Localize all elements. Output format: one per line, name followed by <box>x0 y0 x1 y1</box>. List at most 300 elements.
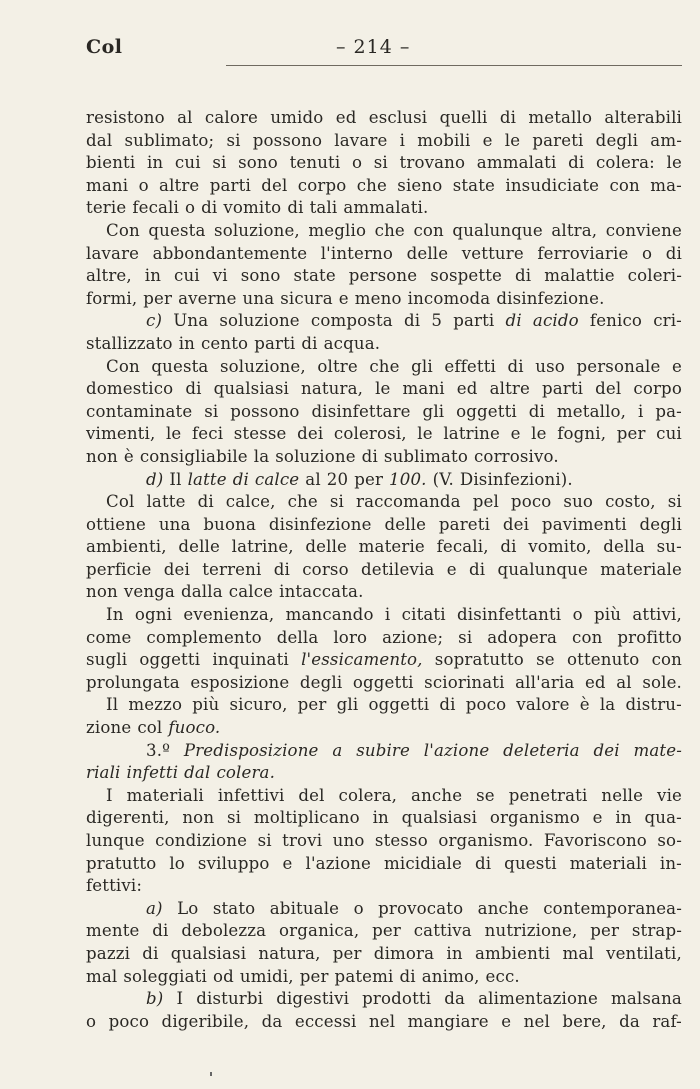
word: azione; <box>382 627 444 647</box>
word: fogni, <box>557 424 607 444</box>
word: corrosivo. <box>473 446 559 466</box>
word: mangiare <box>407 1011 489 1031</box>
word: possono <box>230 401 300 421</box>
word: tenuti <box>289 153 341 173</box>
word: per <box>297 695 327 715</box>
word: in <box>615 808 632 828</box>
word: fettivi: <box>86 876 143 896</box>
text-line <box>86 627 682 650</box>
header-rule <box>226 65 682 66</box>
word: ottenuto <box>566 650 640 670</box>
word: sugli <box>86 650 128 670</box>
word: strap- <box>631 921 682 941</box>
word: uno <box>332 831 365 850</box>
word: gli <box>411 356 433 376</box>
word: soluzione, <box>220 356 306 376</box>
word: effetti <box>444 356 496 376</box>
word: malattie <box>544 266 615 286</box>
word: parti <box>541 379 584 399</box>
word: I <box>176 989 184 1009</box>
word: averne <box>178 288 237 308</box>
text-line <box>86 966 682 989</box>
text-line <box>86 717 682 740</box>
text-line <box>86 310 682 333</box>
word: sono <box>238 153 278 173</box>
word: per <box>332 943 362 963</box>
word: insudiciate <box>505 175 600 195</box>
word: della <box>276 627 319 647</box>
word: la <box>253 446 270 466</box>
word: vomito <box>223 198 282 218</box>
word: citati <box>401 605 446 625</box>
word: mate- <box>633 740 682 760</box>
word: deleteria <box>503 740 580 760</box>
word: condizione <box>155 831 248 850</box>
word: cui <box>656 424 682 444</box>
word: lavare <box>334 130 388 150</box>
word: da <box>619 1011 640 1031</box>
word: i <box>637 401 644 421</box>
word: soluzione <box>275 446 356 466</box>
word: inquinati <box>212 650 289 670</box>
word: disinfettare <box>311 401 411 421</box>
word: o <box>184 198 196 218</box>
word: dei <box>502 514 530 534</box>
word: persone <box>348 266 418 286</box>
text-line <box>86 333 682 356</box>
word: i <box>399 130 406 150</box>
word: altre <box>159 175 200 195</box>
word: attivi, <box>632 605 682 625</box>
word: su- <box>656 537 682 557</box>
text-line <box>86 197 682 220</box>
word: e <box>671 356 682 376</box>
word: corpo <box>633 379 682 399</box>
text-line <box>86 469 682 492</box>
word: oggetti <box>368 695 430 715</box>
word: quelli <box>439 108 488 127</box>
word: raf- <box>652 1011 682 1031</box>
word: delle <box>384 514 427 534</box>
word: formi, <box>86 288 138 308</box>
word: e <box>510 424 521 444</box>
word: Predisposizione <box>183 740 319 760</box>
text-line <box>86 559 682 582</box>
word: non <box>86 446 118 466</box>
word: Il <box>169 469 182 489</box>
word: sole. <box>642 672 682 692</box>
text-line <box>86 175 682 198</box>
word: anche <box>477 898 529 918</box>
word: se <box>476 785 495 805</box>
word: l'interno <box>320 243 394 263</box>
word: dal <box>86 130 113 150</box>
word: metallo <box>528 108 593 127</box>
word: ambienti <box>474 943 551 963</box>
word: delle <box>406 243 449 263</box>
word: mani <box>86 175 129 195</box>
word: di <box>361 446 378 466</box>
word: delle <box>178 537 220 557</box>
word: stato <box>212 898 256 918</box>
word: le <box>504 130 521 150</box>
word: di <box>499 108 517 127</box>
word: gli <box>422 401 445 421</box>
text-line <box>86 514 682 537</box>
text-line <box>86 288 682 311</box>
word: 100. <box>389 469 427 489</box>
word: organica, <box>279 921 360 941</box>
word: trovano <box>399 153 466 173</box>
word: per <box>590 921 620 941</box>
word: degli <box>299 672 343 692</box>
word: materie <box>358 537 425 557</box>
word: sono <box>240 266 281 286</box>
word: 5 <box>431 311 443 331</box>
word: alimentazione <box>478 989 598 1009</box>
word: di <box>514 266 532 286</box>
word: calce, <box>225 492 276 512</box>
word: pazzi <box>86 943 131 963</box>
word: vie <box>657 785 682 805</box>
text-line <box>86 152 682 175</box>
text-line <box>86 491 682 514</box>
text-line <box>86 423 682 446</box>
text-line <box>86 740 682 763</box>
text-line <box>86 604 682 627</box>
word: lunque <box>86 831 145 850</box>
text-line <box>86 853 682 876</box>
word: le <box>165 424 182 444</box>
word: qualunque <box>497 559 588 579</box>
word: si <box>329 492 344 512</box>
word: sublimato; <box>124 130 215 150</box>
word: in <box>146 153 164 173</box>
text-line <box>86 401 682 424</box>
word: ed <box>456 379 478 399</box>
word: di <box>474 853 492 873</box>
word: state <box>452 175 496 195</box>
word: dal <box>184 763 211 783</box>
text-line <box>86 107 682 130</box>
word: am- <box>650 130 682 150</box>
text-line <box>86 220 682 243</box>
word: una <box>242 288 275 308</box>
word: perficie <box>86 559 152 579</box>
word: vomito, <box>528 537 592 557</box>
word: qualsiasi <box>213 379 289 399</box>
word: di <box>273 559 290 579</box>
word: debolezza <box>181 921 267 941</box>
text-line <box>86 830 682 853</box>
word: per <box>616 424 646 444</box>
word: in <box>446 943 463 963</box>
word: cattiva <box>413 921 472 941</box>
word: latrine <box>443 424 500 444</box>
text-line <box>86 943 682 966</box>
word: altre <box>489 379 530 399</box>
word: con <box>609 175 640 195</box>
word: ammalati <box>476 153 557 173</box>
word: oggetti <box>139 650 201 670</box>
word: acqua. <box>323 333 381 353</box>
word: nel <box>368 1011 396 1031</box>
word: cui <box>174 153 201 173</box>
word: bere, <box>562 1011 607 1031</box>
word: venga <box>123 582 175 602</box>
word: detilevia <box>361 559 435 579</box>
word: terie <box>86 198 127 218</box>
word: delle <box>305 537 348 557</box>
word: loro <box>333 627 368 647</box>
word: animo, <box>421 966 480 986</box>
word: di <box>507 356 524 376</box>
word: contaminate <box>86 401 193 421</box>
text-line <box>86 672 682 695</box>
word: con <box>572 627 603 647</box>
word: le <box>417 424 433 444</box>
word: ed <box>335 108 357 127</box>
word: eccessi <box>294 1011 357 1031</box>
word: di <box>403 311 421 331</box>
word: le <box>375 379 391 399</box>
word: digerenti, <box>86 808 170 828</box>
text-line <box>86 920 682 943</box>
word: composta <box>310 311 393 331</box>
word: ogni <box>134 605 173 625</box>
word: conviene <box>605 220 682 240</box>
word: Col <box>106 492 135 512</box>
word: latrine, <box>231 537 294 557</box>
word: e <box>592 808 603 828</box>
word: sopratutto <box>434 650 524 670</box>
word: penetrati <box>508 785 588 805</box>
word: micidiale <box>384 853 462 873</box>
word: che <box>287 492 318 512</box>
word: moltiplicano <box>253 808 360 828</box>
word: profitto <box>617 627 682 647</box>
word: o <box>642 243 653 263</box>
word: acido <box>532 311 579 331</box>
word: sicuro, <box>229 695 288 715</box>
word: si <box>226 130 241 150</box>
word: colera: <box>595 153 655 173</box>
word: riali <box>86 763 121 783</box>
word: uso <box>535 356 565 376</box>
word: vetture <box>461 243 524 263</box>
word: dei <box>593 740 620 760</box>
word: vimenti, <box>86 424 156 444</box>
word: si <box>458 627 473 647</box>
word: parti <box>254 333 296 353</box>
word: per <box>299 966 329 986</box>
word: di <box>439 695 456 715</box>
word: fecali, <box>436 537 489 557</box>
word: raccomanda <box>355 492 461 512</box>
word: umidi, <box>239 966 294 986</box>
word: oggetti <box>352 672 414 692</box>
word: Disinfezioni). <box>459 469 573 489</box>
word: e <box>482 130 493 150</box>
word: non <box>182 808 215 828</box>
word: buona <box>203 514 257 534</box>
word: fuoco. <box>168 718 221 738</box>
word: degli <box>639 514 682 534</box>
word: da <box>261 1011 283 1031</box>
word: al <box>616 672 632 692</box>
word: parti <box>453 311 495 331</box>
word: pratutto <box>86 853 157 873</box>
word: so- <box>657 831 682 850</box>
word: si <box>667 492 682 512</box>
word: prodotti <box>362 989 432 1009</box>
word: è <box>123 446 134 466</box>
word: poco <box>108 1011 150 1031</box>
word: che <box>374 220 405 240</box>
word: Una <box>173 311 209 331</box>
word: sviluppo <box>197 853 270 873</box>
word: vi <box>212 266 228 286</box>
word: di <box>505 311 522 331</box>
page-header <box>86 32 682 66</box>
word: sciorinati <box>424 672 505 692</box>
word: mezzo <box>128 695 183 715</box>
word: tali <box>309 198 338 218</box>
text-line <box>86 988 682 1011</box>
word: non <box>86 582 118 602</box>
word: mente <box>86 921 140 941</box>
word: pavimenti <box>541 514 627 534</box>
word: umido <box>270 108 324 127</box>
word: lo <box>169 853 185 873</box>
word: digeribile, <box>161 1011 250 1031</box>
word: lavare <box>86 243 140 263</box>
word: resistono <box>86 108 165 127</box>
word: coleri- <box>627 266 682 286</box>
word: d) <box>146 469 164 489</box>
word: di <box>152 921 169 941</box>
word: ventilati, <box>606 943 682 963</box>
word: o <box>353 898 364 918</box>
word: che <box>369 356 400 376</box>
word: mancando <box>285 605 374 625</box>
word: soluzione, <box>214 220 300 240</box>
word: in- <box>659 853 682 873</box>
word: e <box>446 559 457 579</box>
word: provocato <box>378 898 464 918</box>
word: di <box>665 243 682 263</box>
word: infettivi <box>217 785 285 805</box>
word: Con <box>106 220 140 240</box>
word: più <box>192 695 220 715</box>
word: di <box>197 492 214 512</box>
text-line <box>86 875 682 898</box>
word: Favoriscono <box>543 831 647 850</box>
word: disinfettanti <box>457 605 562 625</box>
word: digestivi <box>276 989 350 1009</box>
word: infetti <box>126 763 179 783</box>
word: per <box>354 469 384 489</box>
word: domestico <box>86 379 174 399</box>
text-line <box>86 785 682 808</box>
word: pel <box>472 492 499 512</box>
word: col <box>137 718 163 738</box>
word: latte <box>146 492 186 512</box>
word: di <box>568 153 585 173</box>
word: e <box>501 1011 512 1031</box>
word: sieno <box>397 175 443 195</box>
word: cri- <box>653 311 682 331</box>
word: al <box>177 108 193 127</box>
word: materiali <box>569 853 647 873</box>
word: bienti <box>86 153 136 173</box>
word: della <box>603 537 645 557</box>
word: dei <box>297 424 324 444</box>
word: colerosi, <box>333 424 407 444</box>
word: subire <box>356 740 410 760</box>
word: ammalati. <box>343 198 429 218</box>
word: costo, <box>605 492 656 512</box>
word: calce <box>228 582 274 602</box>
word: c) <box>146 311 163 331</box>
word: nel <box>523 1011 550 1031</box>
word: la <box>599 695 616 715</box>
word: e <box>338 288 349 308</box>
word: dei <box>163 559 190 579</box>
word: evenienza, <box>183 605 275 625</box>
text-line <box>86 446 682 469</box>
word: cento <box>200 333 249 353</box>
word: colera. <box>216 763 275 783</box>
word: più <box>594 605 622 625</box>
word: calce <box>254 469 300 489</box>
word: qua- <box>644 808 682 828</box>
text-line <box>86 694 682 717</box>
word: con <box>413 220 444 240</box>
word: di <box>287 198 304 218</box>
word: oltre <box>317 356 358 376</box>
word: qualsiasi <box>170 943 247 963</box>
word: a) <box>146 898 163 918</box>
word: del <box>261 175 288 195</box>
word: Lo <box>177 898 199 918</box>
word: alterabili <box>604 108 682 127</box>
word: I <box>106 785 113 805</box>
word: se <box>536 650 555 670</box>
word: anche <box>411 785 463 805</box>
word: all'aria <box>515 672 575 692</box>
word: ferroviarie <box>537 243 629 263</box>
word: In <box>106 605 124 625</box>
word: o <box>86 1011 97 1031</box>
word: fecali <box>132 198 179 218</box>
word: materiale <box>600 559 682 579</box>
text-line <box>86 807 682 830</box>
word: questi <box>504 853 557 873</box>
word: di <box>142 943 159 963</box>
word: meno <box>354 288 402 308</box>
word: una <box>158 514 191 534</box>
word: Il <box>106 695 119 715</box>
word: mani <box>402 379 445 399</box>
word: ambienti, <box>86 537 167 557</box>
word: a <box>332 740 343 760</box>
word: mobili <box>417 130 471 150</box>
word: abbondantemente <box>152 243 308 263</box>
word: meglio <box>308 220 367 240</box>
word: è <box>579 695 590 715</box>
word: di <box>185 379 202 399</box>
